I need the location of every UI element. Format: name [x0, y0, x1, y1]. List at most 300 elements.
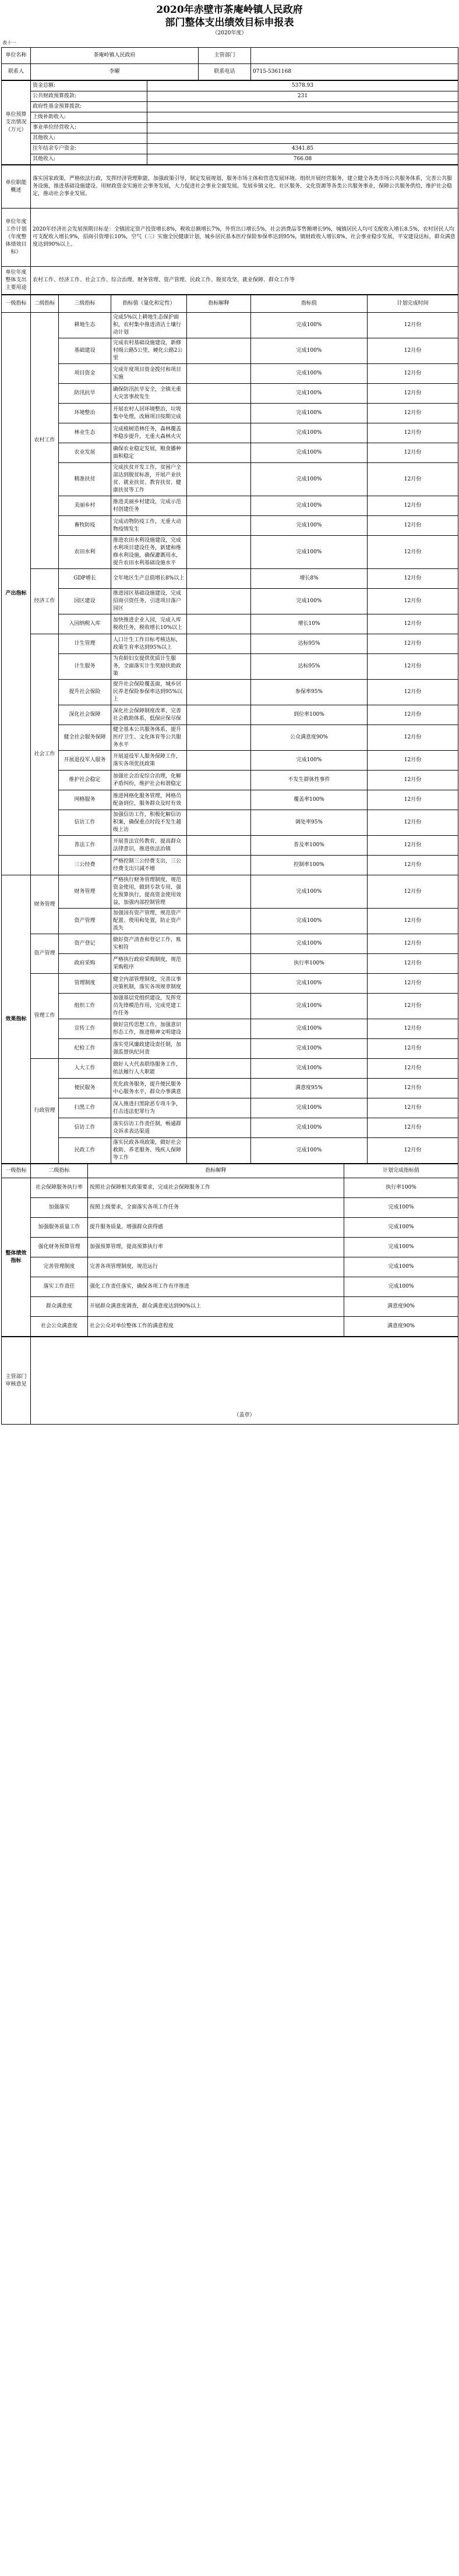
- indicator-level2: 经济工作: [31, 569, 59, 634]
- indicator-row: [2, 654, 458, 680]
- indicator-time: 12月份: [368, 463, 458, 496]
- indicator-time: 12月份: [368, 974, 458, 994]
- indicator-target: 完成100%: [251, 1138, 368, 1164]
- indicator-time: 12月份: [368, 771, 458, 790]
- indicator-explain: [187, 463, 251, 496]
- satisfaction-header-row: [2, 1164, 458, 1178]
- satisfaction-explain: 提升服务质量，增强群众获得感: [88, 1218, 344, 1238]
- indicator-target: 完成100%: [251, 463, 368, 496]
- satisfaction-target: 完成100%: [344, 1238, 458, 1257]
- indicator-header-row: [2, 295, 458, 313]
- indicator-value: 确保防汛抗旱安全，全镇无重大灾害事故发生: [111, 384, 187, 404]
- indicator-explain: [187, 423, 251, 443]
- budget-row: [2, 123, 458, 133]
- indicator-value: 做好人大代表联络服务工作，依法履行人大职能: [111, 1059, 187, 1079]
- indicator-level3: 农田水利: [59, 536, 111, 569]
- satisfaction-level2: 群众满意度: [31, 1297, 88, 1317]
- review-seal: （盖章）: [234, 1412, 255, 1418]
- satisfaction-row: [2, 1297, 458, 1317]
- indicator-row: [2, 1019, 458, 1039]
- indicator-explain: [187, 654, 251, 680]
- indicator-row: [2, 909, 458, 934]
- satisfaction-explain: 按照上级要求，全面落实各项工作任务: [88, 1198, 344, 1218]
- supervisor-value: [251, 48, 458, 64]
- expense-use-label: 单位年度整体支出主要用途: [2, 267, 31, 295]
- budget-item-label: 资金总额:: [31, 81, 147, 91]
- budget-section-label: 单位预算支出情况（万元）: [2, 81, 31, 165]
- duties-text: 落实国家政策，严格依法行政，发挥经济管理职能，加强政策引导，制定发展规划，服务市场主体和营造发展环境。组织开展经营服务，建立健全各类市场公共服务体系，完善公共服务设施，推进基础设施建设。用财政资金实施社会事务发展，大力促进社会事业全面发展。发展乡镇文化、社区服务、文化资源等各类公共服务事业，保障公共服务供给，维护社会稳定，推动社会事业发展。: [31, 165, 458, 209]
- header-level2: 二级指标: [31, 295, 59, 313]
- indicator-explain: [187, 909, 251, 934]
- indicator-value: 落实民政各项政策，做好社会救助、养老服务、残疾人保障等工作: [111, 1138, 187, 1164]
- indicator-time: 12月份: [368, 1138, 458, 1164]
- indicator-level3: 政府采购: [59, 954, 111, 974]
- indicator-level3: 健全社会服务保障: [59, 725, 111, 751]
- satisfaction-level2: 社会公众满意度: [31, 1317, 88, 1337]
- indicator-target: 完成100%: [251, 875, 368, 909]
- indicator-time: 12月份: [368, 810, 458, 836]
- budget-row: [2, 144, 458, 154]
- indicator-level3: 组织工作: [59, 994, 111, 1019]
- table-number: 表十一: [2, 40, 16, 45]
- indicator-level3: 提升社会保险: [59, 680, 111, 705]
- indicator-row: [2, 463, 458, 496]
- indicator-target: 完成100%: [251, 384, 368, 404]
- indicator-level3: 环境整治: [59, 404, 111, 423]
- indicator-level2: 行政管理: [31, 1059, 59, 1164]
- sat-header-explain: 指标解释: [88, 1164, 344, 1178]
- budget-item-value: 231: [147, 91, 458, 102]
- indicator-target: 完成100%: [251, 313, 368, 338]
- review-table: [1, 1337, 458, 1425]
- indicator-row: [2, 790, 458, 810]
- header-explain: 指标解释: [187, 295, 251, 313]
- indicator-target: 完成100%: [251, 909, 368, 934]
- indicator-time: 12月份: [368, 836, 458, 856]
- satisfaction-row: [2, 1277, 458, 1297]
- indicator-level3: 林业生态: [59, 423, 111, 443]
- budget-item-label: 其他收入:: [31, 154, 147, 165]
- indicator-target: 完成100%: [251, 516, 368, 536]
- dept-name-label: 单位名称: [2, 48, 31, 64]
- report-title-line2: 部门整体支出绩效目标申报表: [165, 17, 294, 29]
- indicator-level3: 畜牧防疫: [59, 516, 111, 536]
- indicator-level3: 基础建设: [59, 338, 111, 364]
- indicator-level2: 资产管理: [31, 934, 59, 974]
- indicator-level2: 管理工作: [31, 974, 59, 1059]
- indicator-value: 完成扶贫开发工作，贫困户全部达到脱贫标准，开展产业扶贫、就业扶贫、教育扶贫、健康扶贫等工作: [111, 463, 187, 496]
- indicator-explain: [187, 614, 251, 634]
- indicator-level3: 入园纳税入库: [59, 614, 111, 634]
- indicator-level3: 耕地生态: [59, 313, 111, 338]
- indicator-time: 12月份: [368, 1118, 458, 1138]
- indicator-level3: 信访工作: [59, 810, 111, 836]
- indicator-value: 健全内部管理制度，完善议事决策机制，落实各项规章制度: [111, 974, 187, 994]
- satisfaction-target: 满意度90%: [344, 1317, 458, 1337]
- indicator-time: 12月份: [368, 384, 458, 404]
- indicator-explain: [187, 634, 251, 654]
- indicator-table: [1, 295, 458, 1164]
- indicator-target: 完成100%: [251, 338, 368, 364]
- contact-value: 李曜: [31, 64, 199, 80]
- indicator-explain: [187, 516, 251, 536]
- indicator-level3: 开展退役军人服务: [59, 751, 111, 771]
- indicator-value: 加强信访工作，积极化解信访积案，确保重点时段不发生越级上访: [111, 810, 187, 836]
- indicator-row: [2, 1138, 458, 1164]
- indicator-explain: [187, 725, 251, 751]
- indicator-level3: 网格服务: [59, 790, 111, 810]
- budget-item-value: 766.08: [147, 154, 458, 165]
- indicator-row: [2, 836, 458, 856]
- indicator-explain: [187, 954, 251, 974]
- indicator-value: 落实信访工作责任制，畅通群众诉求表达渠道: [111, 1118, 187, 1138]
- indicator-value: 推进农田水利设施建设，完成水利项目建设任务，新建和维修水利设施，确保灌溉用水，提升农田水利基础设施水平: [111, 536, 187, 569]
- indicator-time: 12月份: [368, 536, 458, 569]
- indicator-value: 推进美丽乡村建设，完成示范村创建任务: [111, 496, 187, 516]
- indicator-value: 人口计生工作目标考核达标，政策生育率达到95%以上: [111, 634, 187, 654]
- indicator-row: [2, 1059, 458, 1079]
- indicator-level3: 财务管理: [59, 875, 111, 909]
- report-title-line1: 2020年赤壁市茶庵岭镇人民政府: [156, 4, 303, 16]
- indicator-level3: 普法工作: [59, 836, 111, 856]
- satisfaction-row: [2, 1198, 458, 1218]
- indicator-level1: 效果指标: [2, 875, 31, 1164]
- indicator-row: [2, 1118, 458, 1138]
- indicator-level3: 扫黑工作: [59, 1098, 111, 1118]
- indicator-value: 完成动物防疫工作，无重大动物疫情发生: [111, 516, 187, 536]
- sat-header-level2: 二级指标: [31, 1164, 88, 1178]
- budget-item-label: 公共财政预算拨款:: [31, 91, 147, 102]
- indicator-level3: 项目资金: [59, 364, 111, 384]
- indicator-target: 完成100%: [251, 994, 368, 1019]
- indicator-target: 完成100%: [251, 974, 368, 994]
- satisfaction-level2: 强化财务预算管理: [31, 1238, 88, 1257]
- sat-header-level1: 一级指标: [2, 1164, 31, 1178]
- review-label: 主管部门审核意见: [2, 1337, 31, 1425]
- indicator-level3: 园区建设: [59, 589, 111, 614]
- indicator-explain: [187, 536, 251, 569]
- indicator-level3: 便民服务: [59, 1079, 111, 1098]
- indicator-value: 健全基本公共服务体系，提升医疗卫生、文化体育等公共服务水平: [111, 725, 187, 751]
- indicator-row: [2, 364, 458, 384]
- indicator-level3: 精准扶贫: [59, 463, 111, 496]
- indicator-row: [2, 536, 458, 569]
- indicator-explain: [187, 589, 251, 614]
- budget-row: [2, 81, 458, 91]
- indicator-row: [2, 725, 458, 751]
- annual-goal-label: 单位年度工作计划（年度整体绩效目标）: [2, 209, 31, 267]
- indicator-time: 12月份: [368, 705, 458, 725]
- indicator-explain: [187, 974, 251, 994]
- info-table: [1, 47, 458, 80]
- indicator-row: [2, 516, 458, 536]
- indicator-level3: 农业发展: [59, 443, 111, 463]
- indicator-target: 达标95%: [251, 634, 368, 654]
- indicator-time: 12月份: [368, 934, 458, 954]
- indicator-target: 完成100%: [251, 1059, 368, 1079]
- report-year: （2020年度）: [212, 30, 247, 36]
- indicator-time: 12月份: [368, 909, 458, 934]
- indicator-target: 公众满意度90%: [251, 725, 368, 751]
- indicator-target: 完成100%: [251, 443, 368, 463]
- indicator-target: 完成100%: [251, 1098, 368, 1118]
- header-level1: 一级指标: [2, 295, 31, 313]
- indicator-row: [2, 771, 458, 790]
- satisfaction-row: [2, 1218, 458, 1238]
- indicator-explain: [187, 313, 251, 338]
- indicator-explain: [187, 994, 251, 1019]
- indicator-value: 开展退役军人服务保障工作，落实各项优抚政策: [111, 751, 187, 771]
- indicator-value: 优化政务服务，提升便民服务中心服务水平，群众办事满意: [111, 1079, 187, 1098]
- satisfaction-level2: 加强服务质量工作: [31, 1218, 88, 1238]
- header-level3: 三级指标: [59, 295, 111, 313]
- indicator-time: 12月份: [368, 589, 458, 614]
- budget-row: [2, 112, 458, 123]
- indicator-explain: [187, 1039, 251, 1059]
- satisfaction-row: [2, 1257, 458, 1277]
- indicator-value: 完成5%以上耕地生态保护面积，农村集中推进清洁土壤行动计划: [111, 313, 187, 338]
- indicator-value: 加强国有资产管理，规范资产配置、使用和处置，防止资产流失: [111, 909, 187, 934]
- indicator-level2: 农村工作: [31, 313, 59, 569]
- indicator-level3: 信访工作: [59, 1118, 111, 1138]
- indicator-row: [2, 705, 458, 725]
- indicator-row: [2, 384, 458, 404]
- satisfaction-target: 完成100%: [344, 1277, 458, 1297]
- indicator-explain: [187, 1098, 251, 1118]
- satisfaction-level2: 落实工作责任: [31, 1277, 88, 1297]
- indicator-target: 完成100%: [251, 496, 368, 516]
- indicator-explain: [187, 1019, 251, 1039]
- indicator-time: 12月份: [368, 313, 458, 338]
- budget-item-value: [147, 102, 458, 112]
- indicator-row: [2, 810, 458, 836]
- header-time: 计划完成时间: [368, 295, 458, 313]
- indicator-explain: [187, 1079, 251, 1098]
- indicator-value: 完成年度项目资金拨付和项目实施: [111, 364, 187, 384]
- indicator-explain: [187, 496, 251, 516]
- indicator-target: 执行率100%: [251, 954, 368, 974]
- indicator-explain: [187, 569, 251, 589]
- indicator-row: [2, 751, 458, 771]
- indicator-row: [2, 589, 458, 614]
- indicator-time: 12月份: [368, 569, 458, 589]
- satisfaction-row: [2, 1317, 458, 1337]
- indicator-value: 深化社会保障制度改革，完善社会救助体系，低保应保尽保: [111, 705, 187, 725]
- expense-use-text: 农村工作、经济工作、社会工作、综合治理、财务管理、资产管理、民政工作、脱贫攻坚、就业保障、群众工作等: [31, 267, 458, 295]
- indicator-row: [2, 875, 458, 909]
- indicator-target: 完成100%: [251, 1039, 368, 1059]
- indicator-level3: 管理制度: [59, 974, 111, 994]
- budget-item-label: 政府性基金预算拨款:: [31, 102, 147, 112]
- indicator-time: 12月份: [368, 751, 458, 771]
- indicator-target: 覆盖率100%: [251, 790, 368, 810]
- budget-row: [2, 102, 458, 112]
- budget-item-value: [147, 133, 458, 144]
- indicator-target: 完成100%: [251, 404, 368, 423]
- indicator-row: [2, 569, 458, 589]
- indicator-level2: 社会工作: [31, 634, 59, 875]
- satisfaction-explain: 社会公众对单位整体工作的满意程度: [88, 1317, 344, 1337]
- indicator-target: 达标95%: [251, 654, 368, 680]
- indicator-time: 12月份: [368, 634, 458, 654]
- indicator-target: 完成100%: [251, 589, 368, 614]
- indicator-time: 12月份: [368, 654, 458, 680]
- indicator-target: 满意度95%: [251, 1079, 368, 1098]
- indicator-level3: 纪检工作: [59, 1039, 111, 1059]
- indicator-explain: [187, 1059, 251, 1079]
- indicator-level1: 产出指标: [2, 313, 31, 875]
- indicator-time: 12月份: [368, 516, 458, 536]
- indicator-explain: [187, 751, 251, 771]
- indicator-row: [2, 423, 458, 443]
- satisfaction-target: 完成100%: [344, 1218, 458, 1238]
- budget-table: [1, 80, 458, 165]
- indicator-time: 12月份: [368, 954, 458, 974]
- indicator-row: [2, 1098, 458, 1118]
- indicator-time: 12月份: [368, 423, 458, 443]
- indicator-explain: [187, 875, 251, 909]
- contact-label: 联系人: [2, 64, 31, 80]
- indicator-level3: 民政工作: [59, 1138, 111, 1164]
- satisfaction-table: [1, 1164, 458, 1337]
- header-value: 指标值（量化和定性）: [111, 295, 187, 313]
- supervisor-label: 主管部门: [199, 48, 251, 64]
- indicator-time: 12月份: [368, 338, 458, 364]
- indicator-explain: [187, 771, 251, 790]
- indicator-explain: [187, 338, 251, 364]
- indicator-target: 增长8%: [251, 569, 368, 589]
- satisfaction-explain: 强化工作责任落实，确保各项工作有序推进: [88, 1277, 344, 1297]
- indicator-row: [2, 313, 458, 338]
- indicator-level3: 人大工作: [59, 1059, 111, 1079]
- indicator-explain: [187, 705, 251, 725]
- indicator-level3: GDP增长: [59, 569, 111, 589]
- indicator-value: 落实党风廉政建设责任制，加强监督执纪问责: [111, 1039, 187, 1059]
- header-target: 指标值: [251, 295, 368, 313]
- indicator-target: 增长10%: [251, 614, 368, 634]
- budget-item-value: 5378.93: [147, 81, 458, 91]
- indicator-explain: [187, 384, 251, 404]
- indicator-target: 完成100%: [251, 934, 368, 954]
- budget-item-label: 上级补助收入:: [31, 112, 147, 123]
- phone-label: 联系电话: [199, 64, 251, 80]
- indicator-level3: 资产管理: [59, 909, 111, 934]
- satisfaction-row: [2, 1178, 458, 1198]
- indicator-value: 加快推进企业入园，完成入库税收任务，税收增长10%以上: [111, 614, 187, 634]
- phone-value: 0715-5361168: [251, 64, 458, 80]
- indicator-row: [2, 404, 458, 423]
- indicator-value: 提升社会保险覆盖面，城乡居民养老保险参保率达到95%以上: [111, 680, 187, 705]
- duties-label: 单位职能概述: [2, 165, 31, 209]
- indicator-level3: 防汛抗旱: [59, 384, 111, 404]
- budget-row: [2, 133, 458, 144]
- indicator-value: 推进园区基础设施建设，完成招商引资任务，引进项目落户园区: [111, 589, 187, 614]
- indicator-value: 加强社会治安综合治理，化解矛盾纠纷，维护社会和谐稳定: [111, 771, 187, 790]
- indicator-explain: [187, 790, 251, 810]
- indicator-value: 确保农业稳定发展，粮食播种面积稳定: [111, 443, 187, 463]
- indicator-value: 深入推进扫黑除恶专项斗争，打击违法犯罪行为: [111, 1098, 187, 1118]
- indicator-target: 控制率100%: [251, 856, 368, 875]
- budget-item-label: 其他收入:: [31, 133, 147, 144]
- satisfaction-target: 完成100%: [344, 1198, 458, 1218]
- indicator-value: 做好资产清查和登记工作，账实相符: [111, 934, 187, 954]
- indicator-row: [2, 974, 458, 994]
- dept-name-value: 茶庵岭镇人民政府: [31, 48, 199, 64]
- indicator-target: 到位率100%: [251, 705, 368, 725]
- indicator-value: 开展农村人居环境整治，垃圾集中处理，改厕项目按期完成: [111, 404, 187, 423]
- indicator-row: [2, 614, 458, 634]
- indicator-value: 推进网格化服务管理，网格员配备到位，服务群众及时有效: [111, 790, 187, 810]
- indicator-explain: [187, 810, 251, 836]
- indicator-row: [2, 934, 458, 954]
- indicator-level2: 财务管理: [31, 875, 59, 934]
- indicator-target: 调处率95%: [251, 810, 368, 836]
- indicator-time: 12月份: [368, 1019, 458, 1039]
- indicator-level3: 宣传工作: [59, 1019, 111, 1039]
- indicator-explain: [187, 856, 251, 875]
- indicator-target: 完成100%: [251, 751, 368, 771]
- indicator-explain: [187, 404, 251, 423]
- indicator-level3: 计生管理: [59, 634, 111, 654]
- indicator-value: 完成植树造林任务，森林覆盖率稳步提升，无重大森林火灾: [111, 423, 187, 443]
- indicator-row: [2, 338, 458, 364]
- indicator-target: 不发生群体性事件: [251, 771, 368, 790]
- indicator-explain: [187, 680, 251, 705]
- satisfaction-target: 满意度90%: [344, 1297, 458, 1317]
- satisfaction-explain: 开展群众满意度调查，群众满意度达到90%以上: [88, 1297, 344, 1317]
- indicator-value: 全年地区生产总值增长8%以上: [111, 569, 187, 589]
- indicator-time: 12月份: [368, 404, 458, 423]
- indicator-target: 参保率95%: [251, 680, 368, 705]
- review-cell: [31, 1337, 458, 1425]
- indicator-target: 普及率100%: [251, 836, 368, 856]
- indicator-time: 12月份: [368, 496, 458, 516]
- indicator-row: [2, 496, 458, 516]
- satisfaction-target: 完成100%: [344, 1257, 458, 1277]
- report-title-block: [1, 0, 458, 38]
- indicator-row: [2, 1079, 458, 1098]
- satisfaction-row: [2, 1238, 458, 1257]
- indicator-row: [2, 634, 458, 654]
- indicator-time: 12月份: [368, 1059, 458, 1079]
- indicator-value: 完成农村基础设施建设，新修村级公路5公里，硬化公路2公里: [111, 338, 187, 364]
- indicator-value: 为育龄妇女提供优质计生服务，全面落实计生奖励扶助政策: [111, 654, 187, 680]
- indicator-time: 12月份: [368, 364, 458, 384]
- budget-row: [2, 91, 458, 102]
- indicator-time: 12月份: [368, 790, 458, 810]
- indicator-row: [2, 954, 458, 974]
- indicator-explain: [187, 443, 251, 463]
- indicator-time: 12月份: [368, 680, 458, 705]
- indicator-explain: [187, 836, 251, 856]
- indicator-value: 严格执行政府采购制度，规范采购程序: [111, 954, 187, 974]
- budget-item-value: [147, 123, 458, 133]
- satisfaction-level2: 完善管理制度: [31, 1257, 88, 1277]
- satisfaction-level2: 加强落实: [31, 1198, 88, 1218]
- indicator-level3: 美丽乡村: [59, 496, 111, 516]
- indicator-value: 严格控制三公经费支出，三公经费支出只减不增: [111, 856, 187, 875]
- indicator-level3: 深化社会保障: [59, 705, 111, 725]
- annual-goal-text: 2020年经济社会发展预期目标是：全镇固定资产投资增长8%，税收总额增长7%，外贸出口增长5%，社会消费品零售额增长9%，城镇居民人均可支配收入增长8.5%，农村居民人均可支配收入增长9%，招商引资增长10%，空气（三）实施全民健康计划，城乡居民基本医疗保险参保率达到95%，镇财政收入增长8%，社会事业稳步发展，平安建设达标，群众满意度达到90%以上。: [31, 209, 458, 267]
- indicator-time: 12月份: [368, 994, 458, 1019]
- indicator-level3: 计生服务: [59, 654, 111, 680]
- indicator-value: 做好宣传思想工作，加强意识形态工作，推进精神文明建设: [111, 1019, 187, 1039]
- indicator-time: 12月份: [368, 443, 458, 463]
- indicator-time: 12月份: [368, 1098, 458, 1118]
- satisfaction-explain: 按照社会保障相关政策要求，完成社会保障服务工作: [88, 1178, 344, 1198]
- indicator-row: [2, 443, 458, 463]
- indicator-level3: 三公经费: [59, 856, 111, 875]
